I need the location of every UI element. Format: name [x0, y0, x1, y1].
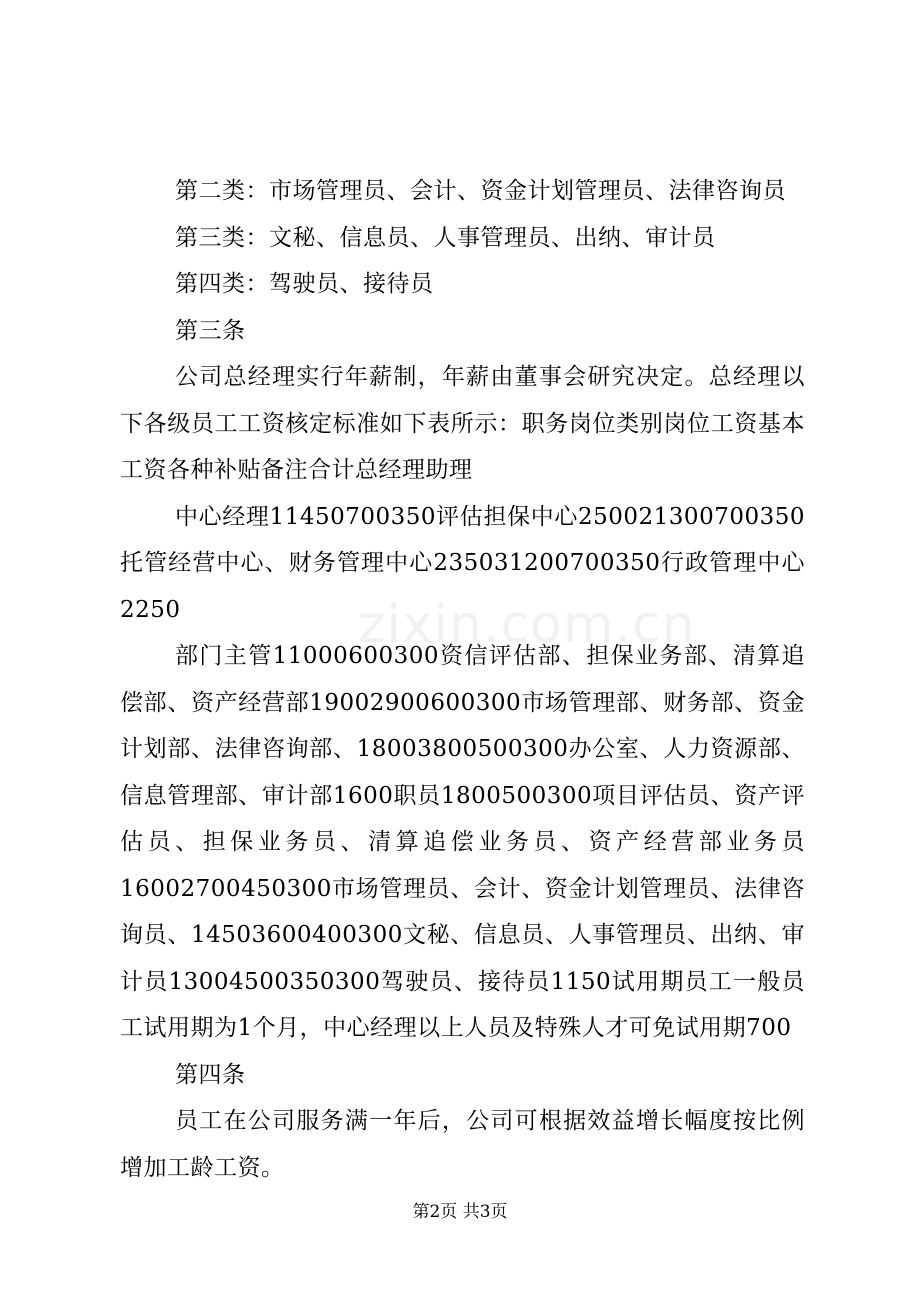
- document-body: [120, 168, 805, 1191]
- paragraph-category-2: 第二类：市场管理员、会计、资金计划管理员、法律咨询员: [175, 178, 786, 204]
- paragraph-salary-intro: 公司总经理实行年薪制，年薪由董事会研究决定。总经理以下各级员工工资核定标准如下表所示：职务岗位类别岗位工资基本工资各种补贴备注合计总经理助理: [120, 364, 805, 483]
- article-heading-4: 第四条: [175, 1061, 246, 1088]
- watermark: zixin.com.cn: [358, 595, 696, 655]
- paragraph-category-3: 第三类：文秘、信息员、人事管理员、出纳、审计员: [175, 224, 716, 251]
- paragraph-department-supervisor: 部门主管11000600300资信评估部、担保业务部、清算追偿部、资产经营部19002900600300市场管理部、财务部、资金计划部、法律咨询部、18003800500300办公室、人力资源部、信息管理部、审计部1600职员1800500300项目评估员、资产评估员、担保业务员、清算追偿业务员、资产经营部业务员16002700450300市场管理员、会计、资金计划管理员、法律咨询员、14503600400300文秘、信息员、人事管理员、出纳、审计员13004500350300驾驶员、接待员1150试用期员工一般员工试用期为1个月，中心经理以上人员及特殊人才可免试用期700: [120, 643, 805, 1041]
- article-heading-3: 第三条: [175, 317, 246, 344]
- paragraph-center-manager: 中心经理11450700350评估担保中心250021300700350托管经营中心、财务管理中心235031200700350行政管理中心2250: [120, 503, 805, 623]
- page-number-footer: 第2页 共3页: [412, 1202, 508, 1222]
- paragraph-seniority-pay: 员工在公司服务满一年后，公司可根据效益增长幅度按比例增加工龄工资。: [120, 1108, 805, 1181]
- paragraph-category-4: 第四类：驾驶员、接待员: [175, 271, 434, 297]
